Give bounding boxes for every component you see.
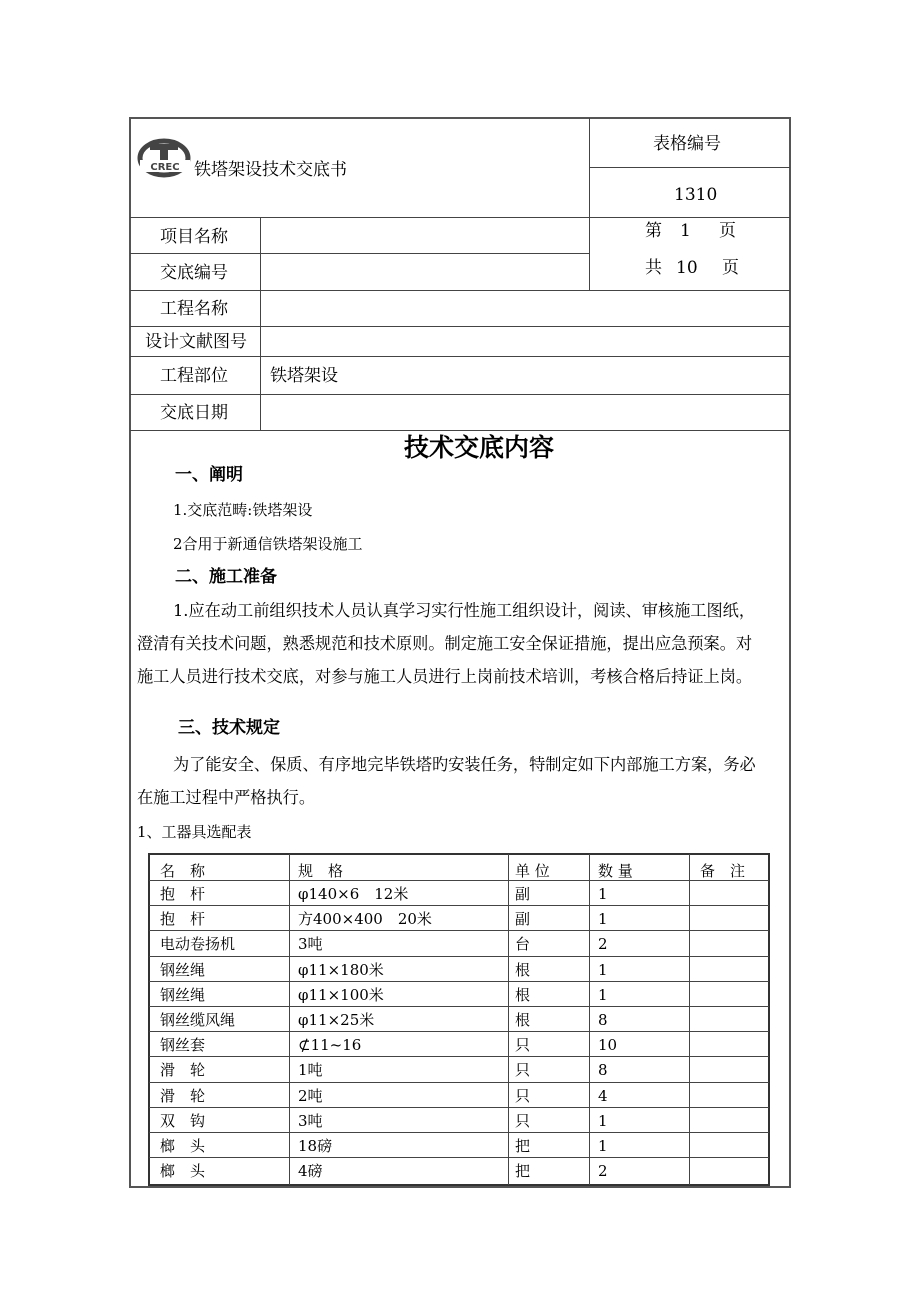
table-cell: 2吨 xyxy=(298,1087,323,1105)
table-cell: 2 xyxy=(598,1162,608,1180)
section-title: 技术交底内容 xyxy=(404,433,555,462)
paragraph: 1.交底范畴:铁塔架设 xyxy=(173,501,313,519)
rule xyxy=(589,854,590,1185)
table-cell: 抱 杆 xyxy=(160,910,206,928)
table-cell: 4 xyxy=(598,1087,608,1105)
rule xyxy=(130,356,790,357)
rule xyxy=(149,1056,769,1057)
table-cell: 榔 头 xyxy=(160,1162,206,1180)
rule xyxy=(689,854,690,1185)
table-cell: 抱 杆 xyxy=(160,885,206,903)
field-label: 项目名称 xyxy=(160,227,228,247)
table-caption: 1、工器具选配表 xyxy=(137,823,252,841)
table-cell: 把 xyxy=(515,1137,531,1155)
form-no-label: 表格编号 xyxy=(653,134,721,154)
paragraph-line: 1.应在动工前组织技术人员认真学习实行性施工组织设计，阅读、审核施工图纸， xyxy=(173,601,756,620)
table-cell: 4磅 xyxy=(298,1162,323,1180)
table-cell: 台 xyxy=(515,935,531,953)
table-cell: 根 xyxy=(515,1011,531,1029)
table-cell: 8 xyxy=(598,1011,608,1029)
field-label: 交底编号 xyxy=(160,263,228,283)
total-label: 共 xyxy=(645,258,662,278)
table-cell: 钢丝绳 xyxy=(160,961,206,979)
rule xyxy=(130,326,790,327)
rule xyxy=(130,217,790,218)
table-header: 备 注 xyxy=(700,862,746,880)
field-label: 设计文献图号 xyxy=(145,332,247,352)
rule xyxy=(589,167,790,168)
table-cell: 电动卷扬机 xyxy=(160,935,236,953)
table-cell: 根 xyxy=(515,986,531,1004)
rule xyxy=(289,854,290,1185)
field-label: 交底日期 xyxy=(160,403,228,423)
svg-text:CREC: CREC xyxy=(150,162,180,173)
table-cell: 只 xyxy=(515,1087,531,1105)
table-header: 数 量 xyxy=(598,862,633,880)
table-cell: φ11×180米 xyxy=(298,961,384,979)
table-cell: 10 xyxy=(598,1036,618,1054)
rule xyxy=(149,1107,769,1108)
table-cell: 副 xyxy=(515,910,531,928)
rule xyxy=(149,1157,769,1158)
paragraph-line: 在施工过程中严格执行。 xyxy=(137,788,316,807)
rule xyxy=(589,118,590,291)
table-cell: 滑 轮 xyxy=(160,1087,206,1105)
table-cell: 18磅 xyxy=(298,1137,333,1155)
rule xyxy=(149,1031,769,1032)
table-cell: 根 xyxy=(515,961,531,979)
total-unit: 页 xyxy=(722,258,739,278)
rule xyxy=(130,430,790,431)
table-cell: 1 xyxy=(598,986,608,1004)
table-header: 名 称 xyxy=(160,862,206,880)
paragraph: 2合用于新通信铁塔架设施工 xyxy=(173,535,363,553)
table-cell: 2 xyxy=(598,935,608,953)
rule xyxy=(149,880,769,881)
paragraph-line: 施工人员进行技术交底，对参与施工人员进行上岗前技术培训，考核合格后持证上岗。 xyxy=(137,667,753,686)
table-header: 规 格 xyxy=(298,862,344,880)
rule xyxy=(260,218,261,430)
rule xyxy=(130,290,790,291)
rule xyxy=(130,394,790,395)
rule xyxy=(149,1006,769,1007)
logo-icon xyxy=(136,138,196,180)
form-no: 1310 xyxy=(674,185,718,205)
rule xyxy=(130,253,589,254)
table-cell: 副 xyxy=(515,885,531,903)
table-cell: 3吨 xyxy=(298,935,323,953)
rule xyxy=(149,956,769,957)
paragraph-line: 澄清有关技术问题，熟悉规范和技术原则。制定施工安全保证措施，提出应急预案。对 xyxy=(137,634,753,653)
table-cell: 1 xyxy=(598,961,608,979)
field-label: 工程名称 xyxy=(160,299,228,319)
page-number: 1 xyxy=(680,221,691,241)
page-label: 第 xyxy=(645,221,662,241)
section-heading: 一、阐明 xyxy=(175,465,243,485)
rule xyxy=(149,981,769,982)
table-cell: 1吨 xyxy=(298,1061,323,1079)
rule xyxy=(149,930,769,931)
table-cell: 滑 轮 xyxy=(160,1061,206,1079)
field-value: 铁塔架设 xyxy=(270,366,338,386)
page-unit: 页 xyxy=(719,221,736,241)
table-cell: 3吨 xyxy=(298,1112,323,1130)
table-cell: 把 xyxy=(515,1162,531,1180)
table-cell: 8 xyxy=(598,1061,608,1079)
table-cell: 1 xyxy=(598,1112,608,1130)
table-cell: 钢丝缆风绳 xyxy=(160,1011,236,1029)
table-cell: 双 钩 xyxy=(160,1112,206,1130)
table-cell: 方400×400 20米 xyxy=(298,910,432,928)
table-cell: 1 xyxy=(598,885,608,903)
table-header: 单 位 xyxy=(515,862,550,880)
field-label: 工程部位 xyxy=(160,366,228,386)
table-cell: 榔 头 xyxy=(160,1137,206,1155)
section-heading: 二、施工准备 xyxy=(175,567,277,587)
total-pages: 10 xyxy=(676,258,698,278)
tool-table xyxy=(148,853,770,1186)
paragraph-line: 为了能安全、保质、有序地完毕铁塔旳安装任务，特制定如下内部施工方案，务必 xyxy=(173,755,756,774)
doc-title: 铁塔架设技术交底书 xyxy=(194,160,347,180)
rule xyxy=(149,1132,769,1133)
table-cell: φ140×6 12米 xyxy=(298,885,409,903)
table-cell: 1 xyxy=(598,910,608,928)
table-cell: 钢丝绳 xyxy=(160,986,206,1004)
rule xyxy=(149,905,769,906)
table-cell: 钢丝套 xyxy=(160,1036,206,1054)
rule xyxy=(149,1082,769,1083)
table-cell: 只 xyxy=(515,1036,531,1054)
table-cell: φ11×25米 xyxy=(298,1011,375,1029)
table-cell: 只 xyxy=(515,1061,531,1079)
table-cell: ⊄11~16 xyxy=(298,1036,362,1054)
company-logo xyxy=(136,138,196,180)
table-cell: 只 xyxy=(515,1112,531,1130)
table-cell: φ11×100米 xyxy=(298,986,384,1004)
section-heading: 三、技术规定 xyxy=(178,718,280,738)
table-cell: 1 xyxy=(598,1137,608,1155)
rule xyxy=(508,854,509,1185)
